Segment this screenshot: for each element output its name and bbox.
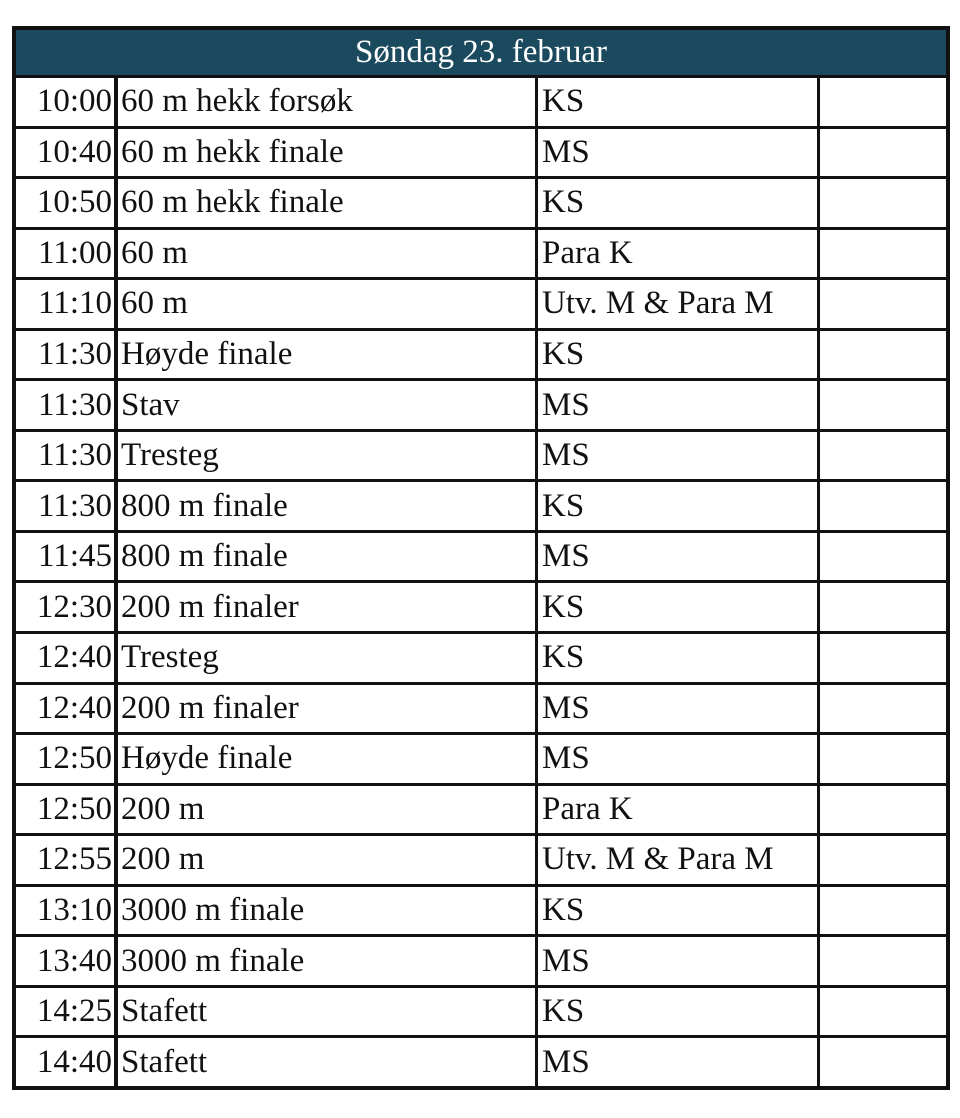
time-cell: 12:50 bbox=[16, 786, 118, 834]
event-cell: 60 m bbox=[118, 230, 538, 278]
table-row bbox=[16, 280, 946, 331]
class-cell: MS bbox=[538, 685, 820, 733]
time-cell: 11:30 bbox=[16, 482, 118, 530]
empty-cell bbox=[820, 381, 946, 429]
event-cell: 60 m hekk finale bbox=[118, 179, 538, 227]
time-cell: 14:25 bbox=[16, 988, 118, 1036]
table-row bbox=[16, 482, 946, 533]
empty-cell bbox=[820, 583, 946, 631]
table-row bbox=[16, 78, 946, 129]
table-row bbox=[16, 583, 946, 634]
table-row bbox=[16, 179, 946, 230]
empty-cell bbox=[820, 230, 946, 278]
table-row bbox=[16, 786, 946, 837]
event-cell: Stafett bbox=[118, 988, 538, 1036]
class-cell: KS bbox=[538, 482, 820, 530]
table-row bbox=[16, 634, 946, 685]
time-cell: 11:30 bbox=[16, 381, 118, 429]
time-cell: 12:50 bbox=[16, 735, 118, 783]
event-cell: 3000 m finale bbox=[118, 887, 538, 935]
class-cell: KS bbox=[538, 887, 820, 935]
empty-cell bbox=[820, 685, 946, 733]
table-row bbox=[16, 432, 946, 483]
time-cell: 10:40 bbox=[16, 129, 118, 177]
event-cell: 800 m finale bbox=[118, 533, 538, 581]
class-cell: KS bbox=[538, 634, 820, 682]
table-row bbox=[16, 685, 946, 736]
empty-cell bbox=[820, 78, 946, 126]
class-cell: KS bbox=[538, 331, 820, 379]
class-cell: KS bbox=[538, 583, 820, 631]
event-cell: 200 m bbox=[118, 836, 538, 884]
empty-cell bbox=[820, 482, 946, 530]
schedule-title: Søndag 23. februar bbox=[16, 30, 946, 78]
schedule-table bbox=[12, 26, 950, 1090]
empty-cell bbox=[820, 786, 946, 834]
class-cell: MS bbox=[538, 129, 820, 177]
event-cell: 3000 m finale bbox=[118, 937, 538, 985]
time-cell: 11:30 bbox=[16, 331, 118, 379]
class-cell: MS bbox=[538, 937, 820, 985]
time-cell: 10:00 bbox=[16, 78, 118, 126]
class-cell: KS bbox=[538, 988, 820, 1036]
time-cell: 11:10 bbox=[16, 280, 118, 328]
class-cell: MS bbox=[538, 735, 820, 783]
event-cell: 200 m bbox=[118, 786, 538, 834]
event-cell: 200 m finaler bbox=[118, 583, 538, 631]
table-row bbox=[16, 129, 946, 180]
event-cell: 60 m bbox=[118, 280, 538, 328]
time-cell: 11:00 bbox=[16, 230, 118, 278]
class-cell: MS bbox=[538, 533, 820, 581]
event-cell: Høyde finale bbox=[118, 331, 538, 379]
class-cell: Utv. M & Para M bbox=[538, 836, 820, 884]
empty-cell bbox=[820, 836, 946, 884]
empty-cell bbox=[820, 887, 946, 935]
empty-cell bbox=[820, 179, 946, 227]
table-row bbox=[16, 735, 946, 786]
time-cell: 11:45 bbox=[16, 533, 118, 581]
event-cell: Tresteg bbox=[118, 432, 538, 480]
event-cell: 60 m hekk finale bbox=[118, 129, 538, 177]
empty-cell bbox=[820, 533, 946, 581]
empty-cell bbox=[820, 432, 946, 480]
table-row bbox=[16, 533, 946, 584]
schedule-rows bbox=[16, 78, 946, 1086]
time-cell: 12:40 bbox=[16, 685, 118, 733]
time-cell: 12:55 bbox=[16, 836, 118, 884]
empty-cell bbox=[820, 988, 946, 1036]
time-cell: 11:30 bbox=[16, 432, 118, 480]
table-row bbox=[16, 1038, 946, 1086]
empty-cell bbox=[820, 1038, 946, 1086]
event-cell: Stav bbox=[118, 381, 538, 429]
event-cell: Stafett bbox=[118, 1038, 538, 1086]
time-cell: 14:40 bbox=[16, 1038, 118, 1086]
class-cell: Para K bbox=[538, 786, 820, 834]
table-row bbox=[16, 988, 946, 1039]
empty-cell bbox=[820, 331, 946, 379]
class-cell: KS bbox=[538, 78, 820, 126]
time-cell: 13:10 bbox=[16, 887, 118, 935]
class-cell: MS bbox=[538, 381, 820, 429]
time-cell: 13:40 bbox=[16, 937, 118, 985]
class-cell: MS bbox=[538, 432, 820, 480]
event-cell: 800 m finale bbox=[118, 482, 538, 530]
table-row bbox=[16, 887, 946, 938]
empty-cell bbox=[820, 634, 946, 682]
empty-cell bbox=[820, 129, 946, 177]
empty-cell bbox=[820, 280, 946, 328]
empty-cell bbox=[820, 937, 946, 985]
class-cell: KS bbox=[538, 179, 820, 227]
time-cell: 10:50 bbox=[16, 179, 118, 227]
table-row bbox=[16, 836, 946, 887]
time-cell: 12:30 bbox=[16, 583, 118, 631]
event-cell: 200 m finaler bbox=[118, 685, 538, 733]
event-cell: 60 m hekk forsøk bbox=[118, 78, 538, 126]
table-row bbox=[16, 331, 946, 382]
event-cell: Høyde finale bbox=[118, 735, 538, 783]
time-cell: 12:40 bbox=[16, 634, 118, 682]
table-row bbox=[16, 381, 946, 432]
event-cell: Tresteg bbox=[118, 634, 538, 682]
class-cell: Utv. M & Para M bbox=[538, 280, 820, 328]
table-row bbox=[16, 230, 946, 281]
class-cell: Para K bbox=[538, 230, 820, 278]
table-row bbox=[16, 937, 946, 988]
class-cell: MS bbox=[538, 1038, 820, 1086]
empty-cell bbox=[820, 735, 946, 783]
